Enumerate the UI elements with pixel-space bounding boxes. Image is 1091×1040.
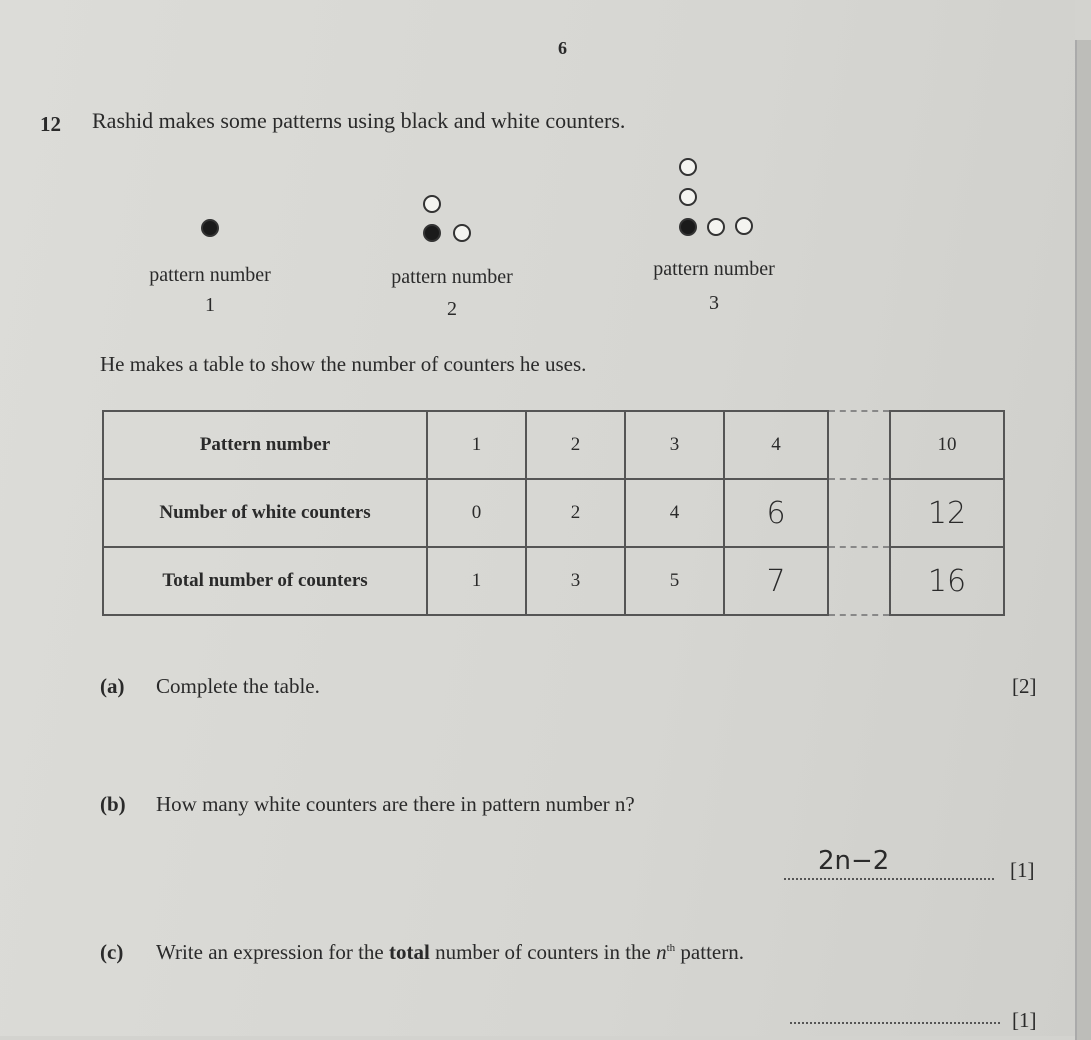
pattern-label: pattern number bbox=[653, 258, 775, 280]
handwritten-answer[interactable]: 7 bbox=[724, 547, 828, 615]
part-c-text bbox=[156, 940, 744, 965]
table-gap-cell bbox=[828, 547, 890, 615]
part-a-text: Complete the table. bbox=[156, 674, 320, 698]
handwritten-answer[interactable]: 16 bbox=[890, 547, 1004, 615]
part-b-text: How many white counters are there in pattern number n? bbox=[156, 792, 635, 816]
table-row bbox=[103, 479, 1004, 547]
white-counter bbox=[679, 188, 697, 206]
white-counter bbox=[735, 217, 753, 235]
black-counter bbox=[423, 224, 441, 242]
row-header: Pattern number bbox=[103, 411, 427, 479]
page-number: 6 bbox=[558, 38, 567, 58]
white-counter bbox=[707, 218, 725, 236]
question-number: 12 bbox=[40, 112, 61, 136]
superscript: th bbox=[666, 942, 676, 954]
pattern-label: pattern number bbox=[391, 266, 513, 288]
table-intro: He makes a table to show the number of counters he uses. bbox=[100, 352, 587, 376]
table-cell: 3 bbox=[526, 547, 625, 615]
white-counter bbox=[679, 158, 697, 176]
part-a-marks: [2] bbox=[1012, 674, 1037, 698]
part-c-marks: [1] bbox=[1012, 1008, 1037, 1032]
part-b-label: (b) bbox=[100, 792, 126, 816]
row-header: Total number of counters bbox=[103, 547, 427, 615]
page-edge bbox=[1075, 40, 1091, 1040]
table-cell: 0 bbox=[427, 479, 526, 547]
table-row bbox=[103, 547, 1004, 615]
table-row bbox=[103, 411, 1004, 479]
part-a-label: (a) bbox=[100, 674, 125, 698]
black-counter bbox=[201, 219, 219, 237]
handwritten-answer[interactable]: 12 bbox=[890, 479, 1004, 547]
part-c-label: (c) bbox=[100, 940, 124, 964]
table-cell: 1 bbox=[427, 547, 526, 615]
handwritten-answer[interactable]: 6 bbox=[724, 479, 828, 547]
white-counter bbox=[423, 195, 441, 213]
part-b-answer[interactable]: 2n−2 bbox=[818, 846, 890, 876]
counters-table bbox=[102, 410, 1005, 616]
table-cell: 4 bbox=[724, 411, 828, 479]
n-variable: n bbox=[656, 940, 667, 964]
pattern-number: 1 bbox=[205, 294, 215, 316]
text: pattern. bbox=[675, 940, 744, 964]
question-intro: Rashid makes some patterns using black and white counters. bbox=[92, 108, 626, 133]
pattern-label: pattern number bbox=[149, 264, 271, 286]
bold-text: total bbox=[389, 940, 430, 964]
table-cell: 1 bbox=[427, 411, 526, 479]
pattern-number: 2 bbox=[447, 298, 457, 320]
table-gap-cell bbox=[828, 479, 890, 547]
table-cell: 5 bbox=[625, 547, 724, 615]
pattern-number: 3 bbox=[709, 292, 719, 314]
text: Write an expression for the bbox=[156, 940, 389, 964]
white-counter bbox=[453, 224, 471, 242]
text: number of counters in the bbox=[429, 940, 657, 964]
part-c-answer-line[interactable] bbox=[790, 1022, 1000, 1024]
table-cell: 3 bbox=[625, 411, 724, 479]
black-counter bbox=[679, 218, 697, 236]
row-header: Number of white counters bbox=[103, 479, 427, 547]
table-cell: 2 bbox=[526, 479, 625, 547]
table-cell: 2 bbox=[526, 411, 625, 479]
table-gap-cell bbox=[828, 411, 890, 479]
table-cell: 4 bbox=[625, 479, 724, 547]
part-b-answer-line[interactable] bbox=[784, 878, 994, 880]
table-cell: 10 bbox=[890, 411, 1004, 479]
part-b-marks: [1] bbox=[1010, 858, 1035, 882]
